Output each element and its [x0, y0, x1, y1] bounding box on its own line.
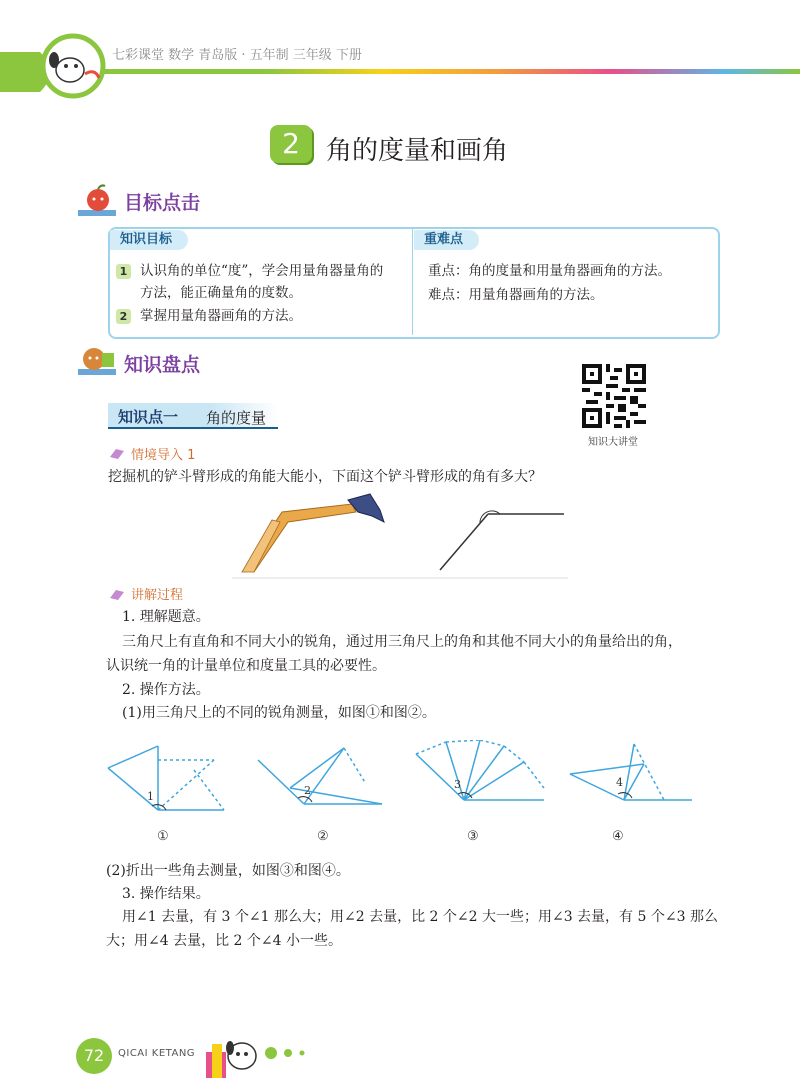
knowledge-point-label: 知识点一 [118, 408, 179, 426]
eraser-icon [108, 588, 126, 600]
difficult-point-text: 难点：用量角器画角的方法。 [428, 287, 604, 303]
difficulty-tag: 重难点 [414, 230, 479, 250]
apple-mascot-icon [76, 184, 118, 220]
angle-measurement-figures [104, 740, 704, 816]
angle-number-label: 3 [454, 778, 461, 791]
angle-number-label: 4 [616, 776, 623, 789]
excavator-arm-figure [232, 492, 568, 580]
eraser-icon [108, 447, 126, 459]
goal-text-line: 方法，能正确量角的度数。 [140, 285, 302, 301]
explanation-line: 用∠1 去量，有 3 个∠1 那么大；用∠2 去量，比 2 个∠2 大一些；用∠3 去量，有 5 个∠3 那么 [122, 909, 718, 925]
explanation-line: 1. 理解题意。 [122, 609, 210, 625]
chapter-number-badge: 2 [270, 125, 312, 163]
inventory-heading: 知识盘点 [124, 354, 201, 376]
footer-brand: QICAI KETANG [118, 1048, 196, 1059]
footer-mascot-icon [198, 1030, 262, 1080]
intro-question: 挖掘机的铲斗臂形成的角能大能小，下面这个铲斗臂形成的角有多大？ [108, 469, 542, 485]
goals-heading: 目标点击 [124, 192, 201, 214]
figure-label: ③ [467, 829, 479, 844]
figure-label: ④ [612, 829, 624, 844]
explanation-line: 2. 操作方法。 [122, 682, 210, 698]
footer-dots-icon [264, 1046, 324, 1060]
explanation-heading: 讲解过程 [131, 588, 184, 603]
goal-number: 2 [116, 309, 131, 324]
goal-number: 1 [116, 264, 131, 279]
knowledge-goal-tag: 知识目标 [110, 230, 188, 250]
figure-label: ① [157, 829, 169, 844]
explanation-line: (2)折出一些角去测量，如图③和图④。 [106, 863, 350, 879]
key-point-text: 重点：角的度量和用量角器画角的方法。 [428, 263, 671, 279]
angle-number-label: 1 [147, 790, 154, 803]
chapter-title: 角的度量和画角 [326, 136, 509, 166]
figure-label: ② [317, 829, 329, 844]
explanation-line: 认识统一角的计量单位和度量工具的必要性。 [106, 658, 386, 674]
explanation-line: 三角尺上有直角和不同大小的锐角，通过用三角尺上的角和其他不同大小的角量给出的角， [122, 634, 682, 650]
goals-divider [412, 229, 413, 335]
goal-text-line: 掌握用量角器画角的方法。 [140, 308, 302, 324]
qr-caption: 知识大讲堂 [588, 437, 638, 448]
explanation-line: 3. 操作结果。 [122, 886, 210, 902]
knowledge-point-title: 角的度量 [206, 409, 267, 427]
header-series-text: 七彩课堂 数学 青岛版 · 五年制 三年级 下册 [112, 48, 362, 63]
goal-text-line: 认识角的单位“度”，学会用量角器量角的 [140, 263, 384, 279]
explanation-line: 大；用∠4 去量，比 2 个∠4 小一些。 [106, 933, 342, 949]
angle-number-label: 2 [304, 784, 311, 797]
qr-code-icon[interactable] [582, 364, 646, 428]
mascot-logo-icon [30, 30, 116, 100]
explanation-line: (1)用三角尺上的不同的锐角测量，如图①和图②。 [122, 705, 436, 721]
page-number: 72 [76, 1038, 112, 1074]
intro-heading: 情境导入 1 [131, 448, 196, 463]
reading-mascot-icon [76, 343, 118, 379]
